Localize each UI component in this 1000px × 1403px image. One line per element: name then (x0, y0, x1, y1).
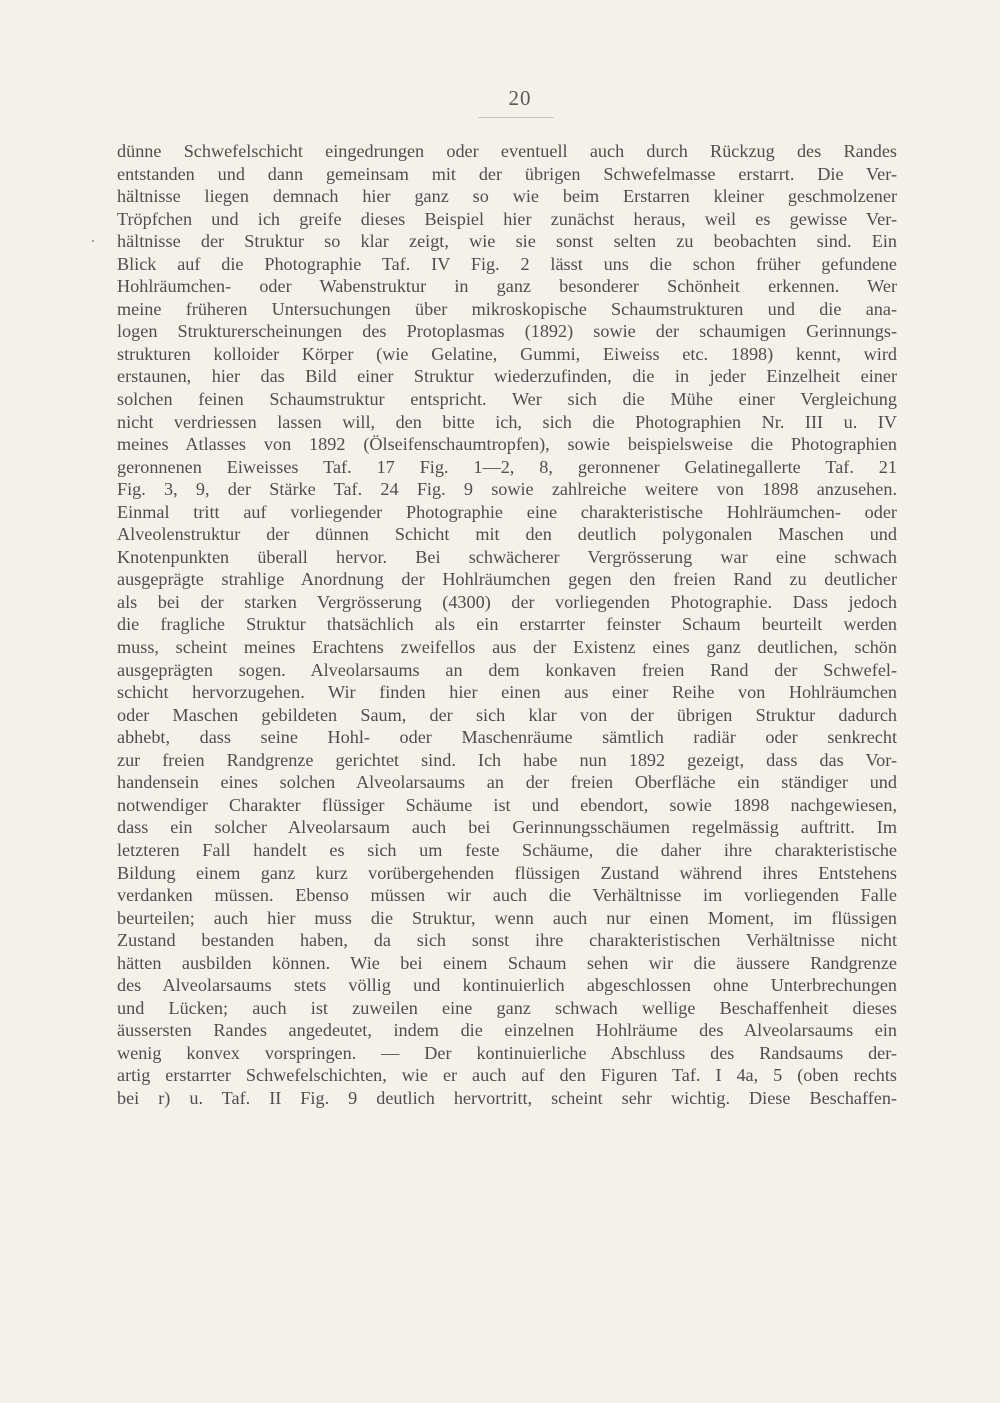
text-line: Einmal tritt auf vorliegender Photographie eine charakteristische Hohlräumchen- oder (117, 501, 897, 522)
text-line: hätten ausbilden können. Wie bei einem Schaum sehen wir die äussere Randgrenze (117, 952, 897, 973)
page-number: 20 (508, 86, 532, 110)
text-line: dünne Schwefelschicht eingedrungen oder eventuell auch durch Rückzug des Randes (117, 141, 897, 161)
text-line: entstanden und dann gemeinsam mit der übrigen Schwefelmasse erstarrt. Die Ver- (117, 163, 897, 184)
text-line: abhebt, dass seine Hohl- oder Maschenräume sämtlich radiär oder senkrecht (117, 727, 897, 748)
text-line: meine früheren Untersuchungen über mikroskopische Schaumstrukturen und die ana- (117, 298, 897, 319)
text-line: wenig konvex vorspringen. — Der kontinuierliche Abschluss des Randsaums der- (117, 1042, 897, 1063)
text-line: Alveolenstruktur der dünnen Schicht mit den deutlich polygonalen Maschen und (117, 524, 897, 545)
text-line: Tröpfchen und ich greife dieses Beispiel hier zunächst heraus, weil es gewisse Ver- (117, 208, 897, 229)
text-line: solchen feinen Schaumstruktur entspricht. Wer sich die Mühe einer Vergleichung (117, 389, 897, 410)
text-line: als bei der starken Vergrösserung (4300) der vorliegenden Photographie. Dass jedoch (117, 591, 897, 612)
text-line: nicht verdriessen lassen will, den bitte ich, sich die Photographien Nr. III u. IV (117, 411, 897, 432)
text-line: die fragliche Struktur thatsächlich als ein erstarrter feinster Schaum beurteilt werden (117, 614, 897, 635)
text-line: Bildung einem ganz kurz vorübergehenden flüssigen Zustand während ihres Entstehens (117, 862, 897, 883)
text-line: Knotenpunkten überall hervor. Bei schwächerer Vergrösserung war eine schwach (117, 546, 897, 567)
text-line: und Lücken; auch ist zuweilen eine ganz schwach wellige Beschaffenheit dieses (117, 997, 897, 1018)
text-line: beurteilen; auch hier muss die Struktur, wenn auch nur einen Moment, im flüssigen (117, 907, 897, 928)
paper-speck (92, 240, 94, 242)
text-line: Zustand bestanden haben, da sich sonst ihre charakteristischen Verhältnisse nicht (117, 930, 897, 951)
text-line: schicht hervorzugehen. Wir finden hier einen aus einer Reihe von Hohlräumchen (117, 682, 897, 703)
text-line: verdanken müssen. Ebenso müssen wir auch die Verhältnisse im vorliegenden Falle (117, 885, 897, 906)
header-rule (478, 117, 554, 118)
text-line: letzteren Fall handelt es sich um feste Schäume, die daher ihre charakteristische (117, 839, 897, 860)
text-line: erstaunen, hier das Bild einer Struktur wiederzufinden, die in jeder Einzelheit einer (117, 366, 897, 387)
text-line: Fig. 3, 9, der Stärke Taf. 24 Fig. 9 sowie zahlreiche weitere von 1898 anzusehen. (117, 479, 897, 500)
text-line: meines Atlasses von 1892 (Ölseifenschaumtropfen), sowie beispielsweise die Photographien (117, 434, 897, 455)
text-line: artig erstarrter Schwefelschichten, wie er auch auf den Figuren Taf. I 4a, 5 (oben rechts (117, 1065, 897, 1086)
text-line: Blick auf die Photographie Taf. IV Fig. 2 lässt uns die schon früher gefundene (117, 253, 897, 274)
body-text (117, 140, 897, 1110)
text-line: logen Strukturerscheinungen des Protoplasmas (1892) sowie der schaumigen Gerinnungs- (117, 321, 897, 342)
text-line: notwendiger Charakter flüssiger Schäume ist und ebendort, sowie 1898 nachgewiesen, (117, 794, 897, 815)
text-line: Hohlräumchen- oder Wabenstruktur in ganz besonderer Schönheit erkennen. Wer (117, 276, 897, 297)
text-line: handensein eines solchen Alveolarsaums an der freien Oberfläche ein ständiger und (117, 772, 897, 793)
text-line: bei r) u. Taf. II Fig. 9 deutlich hervortritt, scheint sehr wichtig. Diese Beschaffen- (117, 1087, 897, 1108)
text-line: ausgeprägte strahlige Anordnung der Hohlräumchen gegen den freien Rand zu deutlicher (117, 569, 897, 590)
text-line: zur freien Randgrenze gerichtet sind. Ich habe nun 1892 gezeigt, dass das Vor- (117, 749, 897, 770)
text-line: hältnisse liegen demnach hier ganz so wie beim Erstarren kleiner geschmolzener (117, 186, 897, 207)
text-line: hältnisse der Struktur so klar zeigt, wie sie sonst selten zu beobachten sind. Ein (117, 231, 897, 252)
text-line: des Alveolarsaums stets völlig und kontinuierlich abgeschlossen ohne Unterbrechungen (117, 975, 897, 996)
text-line: äussersten Randes angedeutet, indem die einzelnen Hohlräume des Alveolarsaums ein (117, 1020, 897, 1041)
text-line: ausgeprägten sogen. Alveolarsaums an dem konkaven freien Rand der Schwefel- (117, 659, 897, 680)
text-line: oder Maschen gebildeten Saum, der sich klar von der übrigen Struktur dadurch (117, 704, 897, 725)
text-line: muss, scheint meines Erachtens zweifellos aus der Existenz eines ganz deutlichen, schön (117, 637, 897, 658)
text-line: dass ein solcher Alveolarsaum auch bei Gerinnungsschäumen regelmässig auftritt. Im (117, 817, 897, 838)
text-line: strukturen kolloider Körper (wie Gelatine, Gummi, Eiweiss etc. 1898) kennt, wird (117, 343, 897, 364)
text-line: geronnenen Eiweisses Taf. 17 Fig. 1—2, 8, geronnener Gelatinegallerte Taf. 21 (117, 456, 897, 477)
